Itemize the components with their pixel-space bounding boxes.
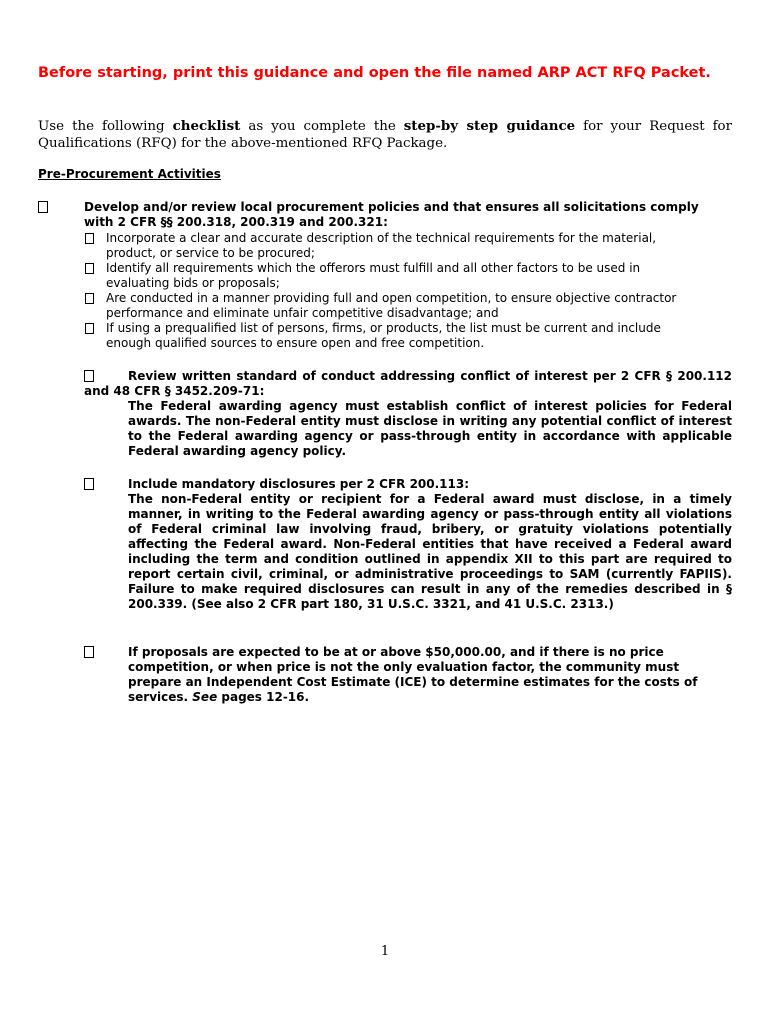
checkbox-sub-1[interactable] [85,233,94,244]
warning-heading: Before starting, print this guidance and open the file named ARP ACT RFQ Packet. [38,65,711,81]
sub-item-4-line2: enough qualified sources to ensure open and free competition. [106,336,485,350]
ice-pages: pages 12-16. [217,690,310,704]
conflict-body: The Federal awarding agency must establish conflict of interest policies for Federal awards. The non-Federal entity must disclose in writing any potential conflict of interest to the Federal awarding agency or pass-through entity in accordance with applicable Federal awarding agency policy. [128,399,732,458]
ice-body [128,645,728,705]
sub-item-3-line2: performance and eliminate unfair competitive disadvantage; and [106,306,499,320]
intro-text-3: for your Request for Qualifications (RFQ) for the above-mentioned RFQ Package. [38,119,732,151]
sub-item-2-line1: Identify all requirements which the offerors must fulfill and all other factors to be used in [106,261,641,275]
sub-item-4-line1: If using a prequalified list of persons, firms, or products, the list must be current and include [106,321,661,335]
ice-text: If proposals are expected to be at or above $50,000.00, and if there is no price competition, or when price is not the only evaluation factor, the community must prepare an Independent Cost Estimate (ICE) to determine estimates for the costs of services. [128,645,698,704]
intro-text-1: Use the following [38,119,173,134]
disclosures-heading: Include mandatory disclosures per 2 CFR 200.113: [128,477,470,491]
sub-item-2-line2: evaluating bids or proposals; [106,276,280,290]
ice-see: See [192,690,218,704]
intro-text-2: as you complete the [240,119,404,134]
disclosures-body: The non-Federal entity or recipient for a Federal award must disclose, in a timely manner, in writing to the Federal awarding agency or pass-through entity all violations of Federal criminal law involving fraud, bribery, or gratuity violations potentially affecting the Federal award. Non-Federal entities that have received a Federal award including the term and condition outlined in appendix XII to this part are required to report certain civil, criminal, or administrative proceedings to SAM (currently FAPIIS). Failure to make required disclosures can result in any of the remedies described in § 200.339. (See also 2 CFR part 180, 31 U.S.C. 3321, and 41 U.S.C. 2313.) [128,492,732,611]
develop-heading-line2: with 2 CFR §§ 200.318, 200.319 and 200.321: [84,215,388,229]
checkbox-sub-4[interactable] [85,323,94,334]
checkbox-disclosures[interactable] [84,478,94,490]
checkbox-sub-3[interactable] [85,293,94,304]
develop-heading-line1: Develop and/or review local procurement policies and that ensures all solicitations comply [84,200,699,214]
checkbox-sub-2[interactable] [85,263,94,274]
sub-item-1-line2: product, or service to be procured; [106,246,315,260]
intro-bold-guidance: step-by step guidance [403,118,576,134]
intro-bold-checklist: checklist [172,118,241,134]
page-number: 1 [380,944,390,959]
sub-item-1-line1: Incorporate a clear and accurate description of the technical requirements for the material, [106,231,657,245]
checkbox-ice[interactable] [84,646,94,658]
checkbox-develop[interactable] [38,201,48,213]
sub-item-3-line1: Are conducted in a manner providing full and open competition, to ensure objective contractor [106,291,677,305]
section-title: Pre-Procurement Activities [38,167,221,181]
conflict-heading: Review written standard of conduct addressing conflict of interest per 2 CFR § 200.112 and 48 CFR § 3452.209-71: [84,369,732,398]
intro-paragraph [38,118,732,152]
